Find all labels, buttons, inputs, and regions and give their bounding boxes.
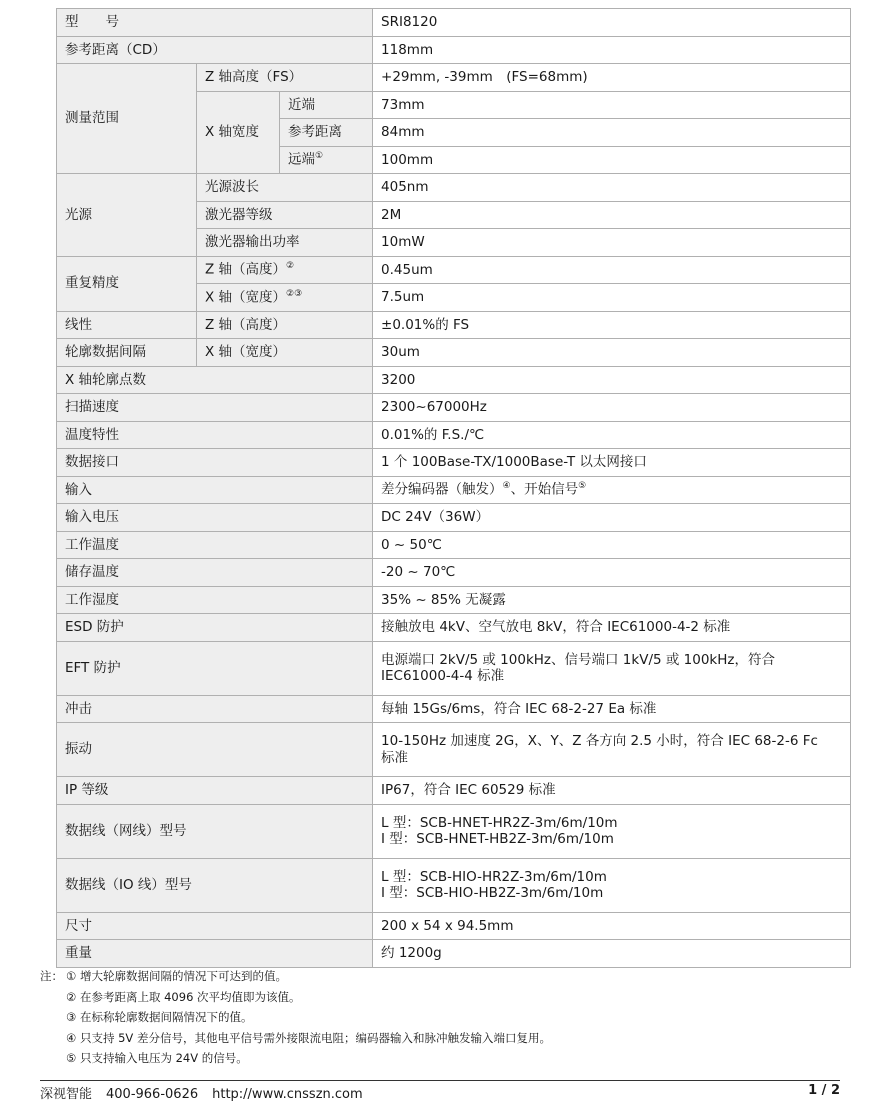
esd-label: ESD 防护 [57, 614, 373, 642]
size-label: 尺寸 [57, 912, 373, 940]
light-power-label: 激光器输出功率 [197, 229, 373, 257]
interval-value: 30um [373, 339, 851, 367]
range-far-cell [280, 146, 373, 174]
interface-value: 1 个 100Base-TX/1000Base-T 以太网接口 [373, 449, 851, 477]
repeat-z-cell [197, 256, 373, 284]
esd-value: 接触放电 4kV、空气放电 8kV，符合 IEC61000-4-2 标准 [373, 614, 851, 642]
row-net-cable [57, 804, 851, 858]
range-ref-value: 84mm [373, 119, 851, 147]
linearity-value: ±0.01%的 FS [373, 311, 851, 339]
note-ref-2-3: ②③ [286, 288, 303, 299]
row-io-cable [57, 858, 851, 912]
cd-label: 参考距离（CD） [57, 36, 373, 64]
io-cable-label: 数据线（IO 线）型号 [57, 858, 373, 912]
shock-label: 冲击 [57, 695, 373, 723]
range-ref-label: 参考距离 [280, 119, 373, 147]
light-label: 光源 [57, 174, 197, 257]
range-z-label: Z 轴高度（FS） [197, 64, 373, 92]
cd-value: 118mm [373, 36, 851, 64]
op-temp-value: 0 ~ 50℃ [373, 531, 851, 559]
input-value-cell [373, 476, 851, 504]
footnote-3 [40, 1007, 551, 1028]
temp-char-value: 0.01%的 F.S./℃ [373, 421, 851, 449]
row-humidity [57, 586, 851, 614]
range-near-label: 近端 [280, 91, 373, 119]
row-op-temp [57, 531, 851, 559]
humidity-value: 35% ~ 85% 无凝露 [373, 586, 851, 614]
net-cable-value-2: I 型：SCB-HNET-HB2Z-3m/6m/10m [381, 831, 614, 847]
row-ip [57, 777, 851, 805]
repeat-label: 重复精度 [57, 256, 197, 311]
light-class-label: 激光器等级 [197, 201, 373, 229]
note-ref-5: ⑤ [578, 481, 587, 492]
row-interval [57, 339, 851, 367]
range-x-label: X 轴宽度 [197, 91, 280, 174]
footnote-prefix: 注： [40, 969, 63, 983]
humidity-label: 工作湿度 [57, 586, 373, 614]
footnote-4 [40, 1028, 551, 1049]
points-value: 3200 [373, 366, 851, 394]
row-repeat-z [57, 256, 851, 284]
row-cd [57, 36, 851, 64]
eft-label: EFT 防护 [57, 641, 373, 695]
points-label: X 轴轮廓点数 [57, 366, 373, 394]
footnotes [40, 966, 551, 1069]
input-label: 输入 [57, 476, 373, 504]
page-footer [40, 1080, 840, 1102]
eft-value-2: IEC61000-4-4 标准 [381, 668, 505, 684]
range-label: 测量范围 [57, 64, 197, 174]
weight-label: 重量 [57, 940, 373, 968]
row-size [57, 912, 851, 940]
repeat-x-value: 7.5um [373, 284, 851, 312]
linearity-label: 线性 [57, 311, 197, 339]
row-interface [57, 449, 851, 477]
interval-sub: X 轴（宽度） [197, 339, 373, 367]
row-scan [57, 394, 851, 422]
input-value-b: 、开始信号 [510, 481, 579, 498]
row-storage [57, 559, 851, 587]
temp-char-label: 温度特性 [57, 421, 373, 449]
footnote-2 [40, 987, 551, 1008]
input-value-a: 差分编码器（触发） [381, 481, 503, 498]
footer-company: 深视智能 [40, 1087, 93, 1102]
footnote-1 [40, 966, 551, 987]
op-temp-label: 工作温度 [57, 531, 373, 559]
light-wl-value: 405nm [373, 174, 851, 202]
row-range-z [57, 64, 851, 92]
range-near-value: 73mm [373, 91, 851, 119]
vibration-value-2: 标准 [381, 749, 409, 766]
repeat-x-cell [197, 284, 373, 312]
row-model [57, 9, 851, 37]
row-weight [57, 940, 851, 968]
voltage-value: DC 24V（36W） [373, 504, 851, 532]
vibration-label: 振动 [57, 723, 373, 777]
size-value: 200 x 54 x 94.5mm [373, 912, 851, 940]
row-temp-char [57, 421, 851, 449]
footnote-text: ① 增大轮廓数据间隔的情况下可达到的值。 [66, 969, 287, 983]
row-shock [57, 695, 851, 723]
net-cable-value-cell [373, 804, 851, 858]
vibration-value-cell [373, 723, 851, 777]
light-class-value: 2M [373, 201, 851, 229]
footer-phone: 400-966-0626 [106, 1087, 199, 1102]
light-power-value: 10mW [373, 229, 851, 257]
ip-label: IP 等级 [57, 777, 373, 805]
range-z-value: +29mm, -39mm (FS=68mm) [373, 64, 851, 92]
scan-value: 2300~67000Hz [373, 394, 851, 422]
io-cable-value-1: L 型：SCB-HIO-HR2Z-3m/6m/10m [381, 868, 607, 885]
voltage-label: 输入电压 [57, 504, 373, 532]
net-cable-value-1: L 型：SCB-HNET-HR2Z-3m/6m/10m [381, 814, 618, 831]
io-cable-value-2: I 型：SCB-HIO-HB2Z-3m/6m/10m [381, 885, 604, 901]
repeat-x-label: X 轴（宽度） [205, 289, 287, 306]
row-light-wl [57, 174, 851, 202]
row-linearity [57, 311, 851, 339]
footer-contact [40, 1083, 377, 1102]
row-input [57, 476, 851, 504]
footnote-5 [40, 1048, 551, 1069]
repeat-z-label: Z 轴（高度） [205, 261, 287, 278]
net-cable-label: 数据线（网线）型号 [57, 804, 373, 858]
note-ref-4: ④ [502, 481, 511, 492]
row-points [57, 366, 851, 394]
footnote-text: ④ 只支持 5V 差分信号，其他电平信号需外接限流电阻；编码器输入和脉冲触发输入端口复用。 [66, 1030, 551, 1045]
row-voltage [57, 504, 851, 532]
range-far-value: 100mm [373, 146, 851, 174]
ip-value: IP67，符合 IEC 60529 标准 [373, 777, 851, 805]
light-wl-label: 光源波长 [197, 174, 373, 202]
eft-value-cell [373, 641, 851, 695]
row-esd [57, 614, 851, 642]
shock-value: 每轴 15Gs/6ms，符合 IEC 68-2-27 Ea 标准 [373, 695, 851, 723]
repeat-z-value: 0.45um [373, 256, 851, 284]
footnote-text: ③ 在标称轮廓数据间隔情况下的值。 [66, 1010, 253, 1024]
weight-value: 约 1200g [373, 940, 851, 968]
note-ref-1: ① [315, 151, 324, 162]
interval-label: 轮廓数据间隔 [57, 339, 197, 367]
interface-label: 数据接口 [57, 449, 373, 477]
storage-value: -20 ~ 70℃ [373, 559, 851, 587]
page-number: 1 / 2 [808, 1083, 840, 1098]
eft-value-1: 电源端口 2kV/5 或 100kHz、信号端口 1kV/5 或 100kHz，符合 [381, 651, 775, 668]
scan-label: 扫描速度 [57, 394, 373, 422]
storage-label: 储存温度 [57, 559, 373, 587]
footnote-text: ⑤ 只支持输入电压为 24V 的信号。 [66, 1051, 248, 1065]
model-label: 型 号 [57, 9, 373, 37]
footer-url[interactable]: http://www.cnsszn.com [212, 1087, 363, 1102]
range-far-label: 远端 [288, 151, 315, 168]
row-vibration [57, 723, 851, 777]
footnote-text: ② 在参考距离上取 4096 次平均值即为该值。 [66, 989, 301, 1004]
note-ref-2: ② [286, 261, 295, 272]
linearity-sub: Z 轴（高度） [197, 311, 373, 339]
vibration-value-1: 10-150Hz 加速度 2G，X、Y、Z 各方向 2.5 小时，符合 IEC 68-2-6 Fc [381, 733, 818, 750]
model-value: SRI8120 [373, 9, 851, 37]
spec-table [56, 8, 851, 968]
row-eft [57, 641, 851, 695]
io-cable-value-cell [373, 858, 851, 912]
